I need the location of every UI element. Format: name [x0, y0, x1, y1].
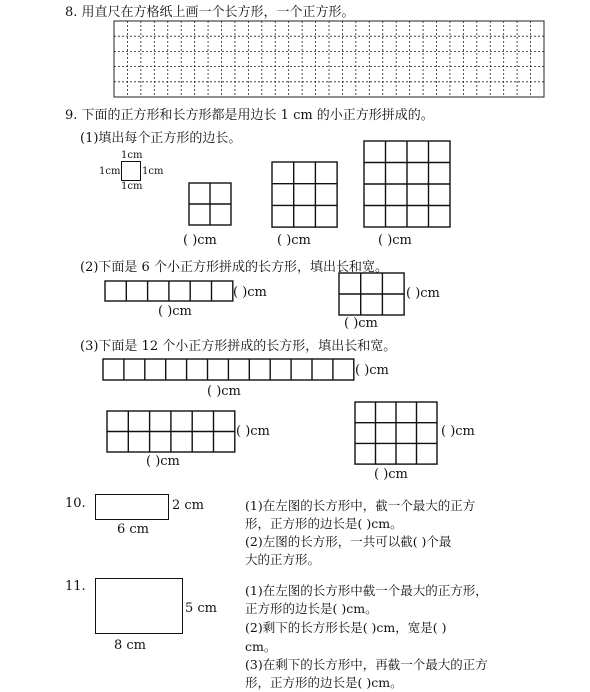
q10-text-line2: 形，正方形的边长是( )cm。 [245, 516, 403, 531]
blank-square-4[interactable]: ( )cm [378, 233, 412, 248]
blank-square-2[interactable]: ( )cm [183, 233, 217, 248]
q10-length-label: 6 cm [117, 522, 150, 537]
square-3x3 [272, 162, 337, 227]
blank-rect-1x12-length[interactable]: ( )cm [207, 384, 241, 399]
blank-square-3[interactable]: ( )cm [277, 233, 311, 248]
unit-side-bottom: 1cm [121, 181, 143, 192]
unit-square [121, 161, 141, 181]
q11-width-label: 5 cm [185, 601, 218, 616]
q11-text-line4: cm。 [245, 639, 277, 654]
q11-text-line6: 形，正方形的边长是( )cm。 [245, 675, 403, 690]
rect-1x12 [103, 359, 354, 380]
blank-rect-1x6-width[interactable]: ( )cm [233, 285, 267, 300]
q9-label: 9. 下面的正方形和长方形都是用边长 1 cm 的小正方形拼成的。 [65, 108, 434, 123]
q10-rectangle [95, 494, 169, 520]
q11-number: 11. [65, 579, 86, 594]
q11-text-line2: 正方形的边长是( )cm。 [245, 601, 378, 616]
q11-text-line1: (1)在左图的长方形中截一个最大的正方形， [245, 583, 488, 598]
q10-number: 10. [65, 496, 86, 511]
q11-length-label: 8 cm [114, 638, 147, 653]
unit-side-top: 1cm [121, 150, 143, 161]
q10-text-line4: 大的正方形。 [245, 552, 321, 567]
unit-side-left: 1cm [99, 166, 121, 177]
blank-rect-2x6-length[interactable]: ( )cm [146, 454, 180, 469]
blank-rect-1x12-width[interactable]: ( )cm [355, 363, 389, 378]
q11-text-line3: (2)剩下的长方形长是( )cm，宽是( ) [245, 620, 447, 635]
q11-rectangle [95, 578, 183, 634]
q9-part2-label: (2)下面是 6 个小正方形拼成的长方形，填出长和宽。 [80, 260, 388, 275]
q10-text-line1: (1)在左图的长方形中，截一个最大的正方 [245, 498, 476, 513]
rect-1x6 [105, 281, 233, 301]
q11-text-line5: (3)在剩下的长方形中，再截一个最大的正方 [245, 657, 488, 672]
q8-label: 8. 用直尺在方格纸上画一个长方形，一个正方形。 [65, 5, 355, 20]
rect-2x6 [107, 411, 235, 452]
q10-text-line3: (2)左图的长方形，一共可以截( )个最 [245, 534, 452, 549]
q9-part3-label: (3)下面是 12 个小正方形拼成的长方形，填出长和宽。 [80, 339, 397, 354]
q9-part1-label: (1)填出每个正方形的边长。 [80, 131, 242, 146]
blank-rect-1x6-length[interactable]: ( )cm [158, 304, 192, 319]
blank-rect-2x3-width[interactable]: ( )cm [406, 286, 440, 301]
unit-side-right: 1cm [142, 166, 164, 177]
rect-2x3 [339, 273, 404, 315]
square-4x4 [364, 141, 450, 227]
blank-rect-3x4-width[interactable]: ( )cm [441, 424, 475, 439]
rect-3x4 [355, 402, 437, 464]
blank-rect-2x6-width[interactable]: ( )cm [236, 424, 270, 439]
q10-width-label: 2 cm [172, 498, 205, 513]
square-2x2 [189, 183, 231, 225]
blank-rect-2x3-length[interactable]: ( )cm [344, 316, 378, 331]
blank-rect-3x4-length[interactable]: ( )cm [374, 467, 408, 482]
